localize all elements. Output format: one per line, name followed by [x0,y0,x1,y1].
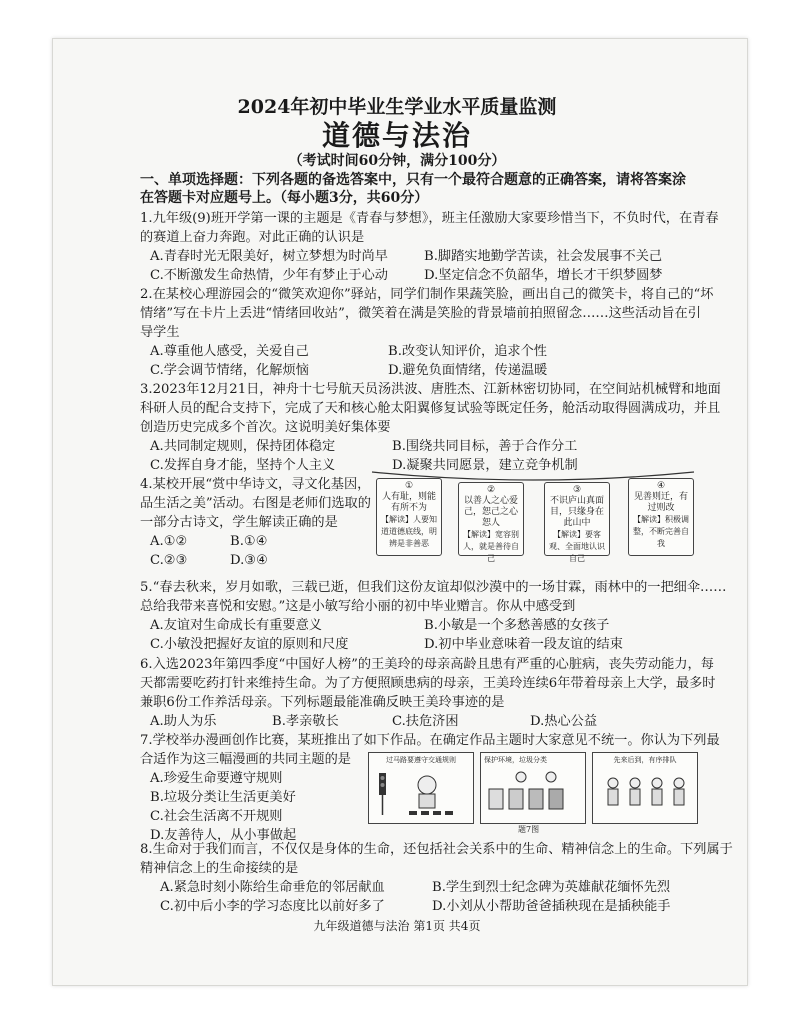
q4-poem-cards-figure [368,466,698,563]
q1-option-b: B.脚踏实地勤学苦读，社会发展事不关己 [424,249,663,264]
q5-option-b: B.小敏是一个多愁善感的女孩子 [424,618,610,633]
q1-stem-line2: 的赛道上奋力奔跑。对此正确的认识是 [140,230,365,245]
q6-stem-line2: 天都需要吃药打针来维持生命。为了方便照顾患病的母亲，王美玲连续6年带着母亲上大学，最多时 [140,676,716,691]
comic-panel-1 [368,752,474,824]
q6-stem-line1: 6.入选2023年第四季度“中国好人榜”的王美玲的母亲高龄且患有严重的心脏病，丧失劳动能力，每 [140,657,714,672]
poem-card-4-note: 【解读】积极调整，不断完善自我 [633,515,689,548]
q7-option-c: C.社会生活离不开规则 [150,809,283,824]
q7-option-a: A.珍爱生命要遵守规则 [150,771,283,786]
q2-option-b: B.改变认知评价，追求个性 [388,344,547,359]
poem-card-1-note: 【解读】人要知道道德底线，明辨是非善恶 [381,515,437,548]
q5-option-d: D.初中毕业意味着一段友谊的结束 [424,637,623,652]
comic-panel-2-caption: 保护环境，垃圾分类 [484,756,547,764]
q3-stem-line2: 科研人员的配合支持下，完成了天和核心舱太阳翼修复试验等既定任务，舱活动取得圆满成功，并且 [140,401,721,416]
q8-stem-line1: 8.生命对于我们而言，不仅仅是身体的生命，还包括社会关系中的生命、精神信念上的生命。下列属于 [140,842,733,857]
q7-figure-label: 题7图 [518,825,540,834]
exam-info: （考试时间60分钟，满分100分） [288,153,506,169]
q3-option-c: C.发挥自身才能，坚持个人主义 [150,458,336,473]
q2-option-a: A.尊重他人感受，关爱自己 [150,344,309,359]
q2-stem-line2: 情绪”写在卡片上丢进“情绪回收站”，微笑着在满是笑脸的背景墙前拍照留念……这些活动旨在引 [140,306,701,321]
q1-stem-line1: 1.九年级(9)班开学第一课的主题是《青春与梦想》，班主任激励大家要珍惜当下，不负时代，在青春 [140,211,719,226]
section-heading-line2: 在答题卡对应题号上。（每小题3分，共60分） [140,190,429,206]
section-heading-line1: 一、单项选择题：下列各题的备选答案中，只有一个最符合题意的正确答案，请将答案涂 [140,172,686,188]
traffic-crossing-illustration [369,765,473,821]
comic-panel-3 [592,752,698,824]
q3-option-d: D.凝聚共同愿景，建立竞争机制 [392,458,578,473]
q7-option-b: B.垃圾分类让生活更美好 [150,790,296,805]
comic-panel-2 [480,752,586,824]
q8-stem-line2: 精神信念上的生命接续的是 [140,861,299,876]
poem-card-2-num: ② [486,485,496,495]
q8-option-d: D.小刘从小帮助爸爸插秧现在是插秧能手 [432,899,671,914]
q1-option-c: C.不断激发生命热情，少年有梦止于心动 [150,268,388,283]
q5-stem-line1: 5.“春去秋来，岁月如歌，三载已逝，但我们这份友谊却似沙漠中的一场甘霖，雨林中的一把细伞…… [140,580,727,595]
q6-option-d: D.热心公益 [530,714,598,729]
q4-stem-line1: 4.某校开展“赏中华诗文，寻文化基因， [140,477,371,492]
poem-card-4-num: ④ [656,481,666,491]
q8-option-b: B.学生到烈士纪念碑为英雄献花缅怀先烈 [432,880,671,895]
poem-card-4 [628,478,694,556]
q4-option-b: B.①④ [230,534,268,549]
q7-stem-line2: 合适作为这三幅漫画的共同主题的是 [140,752,351,767]
q6-option-b: B.孝亲敬长 [272,714,339,729]
poem-card-3-text: 不识庐山真面目，只缘身在此山中 [549,496,604,528]
q1-option-d: D.坚定信念不负韶华，增长才干织梦圆梦 [424,268,663,283]
queue-illustration [593,765,697,821]
comic-panel-1-caption: 过马路要遵守交通规则 [386,756,456,764]
q5-stem-line2: 总给我带来喜悦和安慰。”这是小敏写给小丽的初中毕业赠言。你从中感受到 [140,599,576,614]
q2-stem-line3: 导学生 [140,325,180,340]
q6-option-c: C.扶危济困 [392,714,459,729]
q4-stem-line2: 品生活之美”活动。右图是老师们选取的 [140,496,371,511]
q4-option-a: A.①② [150,534,188,549]
q5-option-c: C.小敏没把握好友谊的原则和尺度 [150,637,349,652]
q2-stem-line1: 2.在某校心理游园会的“微笑欢迎你”驿站，同学们制作果蔬笑脸，画出自己的微笑卡，将自己的“坏 [140,287,714,302]
garbage-sorting-illustration [481,765,585,821]
poem-card-1 [376,478,442,556]
q3-option-a: A.共同制定规则，保持团体稳定 [150,439,336,454]
exam-title: 2024年初中毕业生学业水平质量监测 [237,96,557,118]
q2-option-c: C.学会调节情绪，化解烦恼 [150,363,309,378]
poem-card-2-note: 【解读】宽容别人，就是善待自己 [463,530,519,563]
q8-option-a: A.紧急时刻小陈给生命垂危的邻居献血 [160,880,385,895]
q5-option-a: A.友谊对生命成长有重要意义 [150,618,322,633]
comic-panel-3-caption: 先来后到，有序排队 [613,756,677,764]
poem-card-4-text: 见善则迁，有过则改 [633,492,688,513]
poem-card-3-note: 【解读】要客观、全面地认识自己 [549,530,605,563]
poem-card-1-num: ① [404,481,414,491]
q2-option-d: D.避免负面情绪，传递温暖 [388,363,548,378]
poem-card-2-text: 以善人之心爱己，恕己之心恕人 [463,496,518,528]
q7-option-d: D.友善待人，从小事做起 [150,828,297,843]
q7-stem-line1: 7.学校举办漫画创作比赛，某班推出了如下作品。在确定作品主题时大家意见不统一。你认为下列最 [140,733,720,748]
q6-option-a: A.助人为乐 [150,714,217,729]
page-footer: 九年级道德与法治 第1页 共4页 [313,919,481,933]
q4-option-c: C.②③ [150,553,188,568]
subject-title: 道德与法治 [321,119,472,152]
poem-card-2 [458,482,524,563]
q4-stem-line3: 一部分古诗文，学生解读正确的是 [140,515,338,530]
poem-card-1-text: 人有耻，则能有所不为 [381,492,436,513]
poem-card-3-num: ③ [572,485,582,495]
q4-option-d: D.③④ [230,553,268,568]
q6-stem-line3: 兼职6份工作养活母亲。下列标题最能准确反映王美玲事迹的是 [140,695,505,710]
q7-comics-figure [368,752,698,842]
poem-card-3 [544,482,610,563]
q1-option-a: A.青春时光无限美好，树立梦想为时尚早 [150,249,388,264]
q3-stem-line1: 3.2023年12月21日，神舟十七号航天员汤洪波、唐胜杰、江新林密切协同，在空间站机械臂和地面 [140,382,721,397]
q3-option-b: B.围绕共同目标，善于合作分工 [392,439,578,454]
q8-option-c: C.初中后小李的学习态度比以前好多了 [160,899,385,914]
q3-stem-line3: 创造历史完成多个首次。这说明美好集体要 [140,420,391,435]
